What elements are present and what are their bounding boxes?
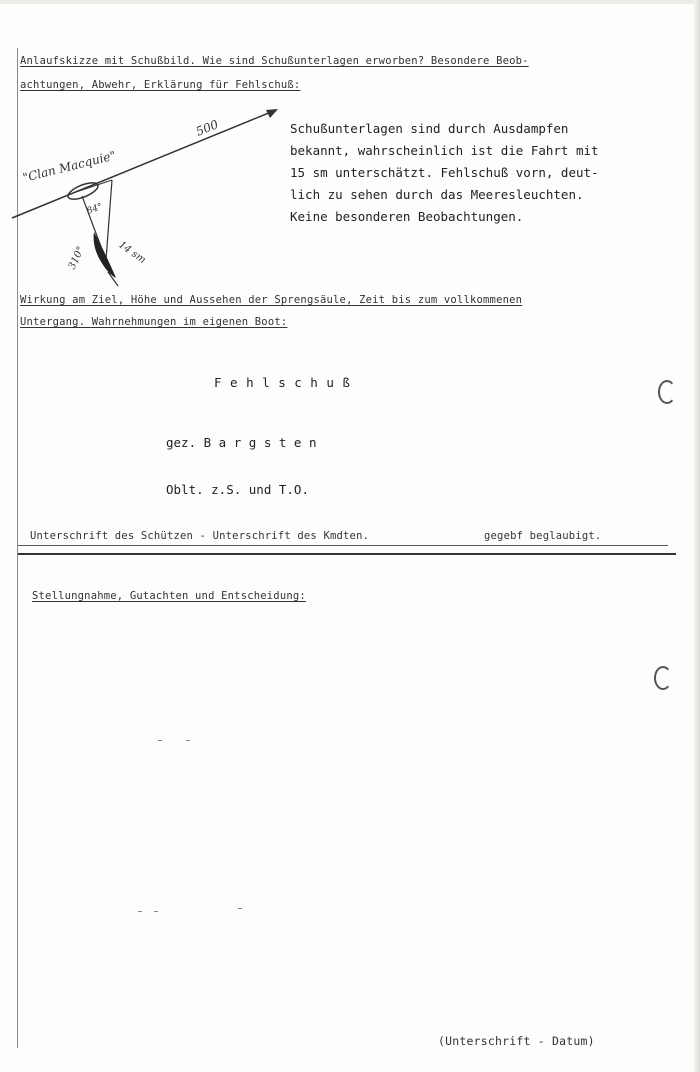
- scan-speck: [154, 911, 158, 912]
- sketch-distance-label: 500: [193, 117, 221, 139]
- scan-speck: [238, 908, 242, 909]
- footer-signature-date: (Unterschrift - Datum): [438, 1034, 595, 1048]
- lead-line: [76, 180, 112, 192]
- signature-caption-right: gegebf beglaubigt.: [484, 530, 602, 542]
- signature-name: gez. B a r g s t e n: [166, 435, 317, 450]
- caption-rule: [18, 545, 668, 546]
- uboat-shape: [94, 232, 116, 278]
- sketch-course-label: 310°: [66, 244, 87, 272]
- section-divider: [18, 553, 676, 555]
- section1-heading-line2: achtungen, Abwehr, Erklärung für Fehlschuß:: [20, 79, 301, 91]
- sketch-speed-label: 14 sm: [116, 239, 148, 266]
- section2-heading-line2: Untergang. Wahrnehmungen im eigenen Boot:: [20, 316, 288, 328]
- observation-line-3: 15 sm unterschätzt. Fehlschuß vorn, deut-: [290, 165, 599, 180]
- page-top-edge: [0, 0, 700, 4]
- observation-line-5: Keine besonderen Beobachtungen.: [290, 209, 524, 224]
- punch-hole-upper: [658, 380, 676, 404]
- scan-speck: [186, 740, 190, 741]
- punch-hole-lower: [654, 666, 672, 690]
- section2-heading-line1: Wirkung am Ziel, Höhe und Aussehen der Sprengsäule, Zeit bis zum vollkommenen: [20, 294, 523, 306]
- observation-line-2: bekannt, wahrscheinlich ist die Fahrt mit: [290, 143, 599, 158]
- observation-line-4: lich zu sehen durch das Meeresleuchten.: [290, 187, 584, 202]
- attack-sketch: [8, 100, 288, 290]
- section3-heading: Stellungnahme, Gutachten und Entscheidung:: [32, 590, 306, 602]
- course-arrow-head: [266, 109, 278, 118]
- shot-line-right: [106, 180, 112, 260]
- observation-line-1: Schußunterlagen sind durch Ausdampfen: [290, 121, 569, 136]
- signature-rank: Oblt. z.S. und T.O.: [166, 482, 309, 497]
- sketch-angle-label: 84°: [85, 201, 105, 217]
- page-right-edge: [694, 0, 700, 1072]
- scan-speck: [138, 911, 142, 912]
- scan-speck: [158, 740, 162, 741]
- section1-heading-line1: Anlaufskizze mit Schußbild. Wie sind Schußunterlagen erworben? Besondere Beob-: [20, 55, 529, 67]
- signature-caption-left: Unterschrift des Schützen - Unterschrift des Kmdten.: [30, 530, 370, 542]
- result-text: F e h l s c h u ß: [214, 375, 351, 390]
- sketch-ship-label: "Clan Macquie": [21, 148, 118, 185]
